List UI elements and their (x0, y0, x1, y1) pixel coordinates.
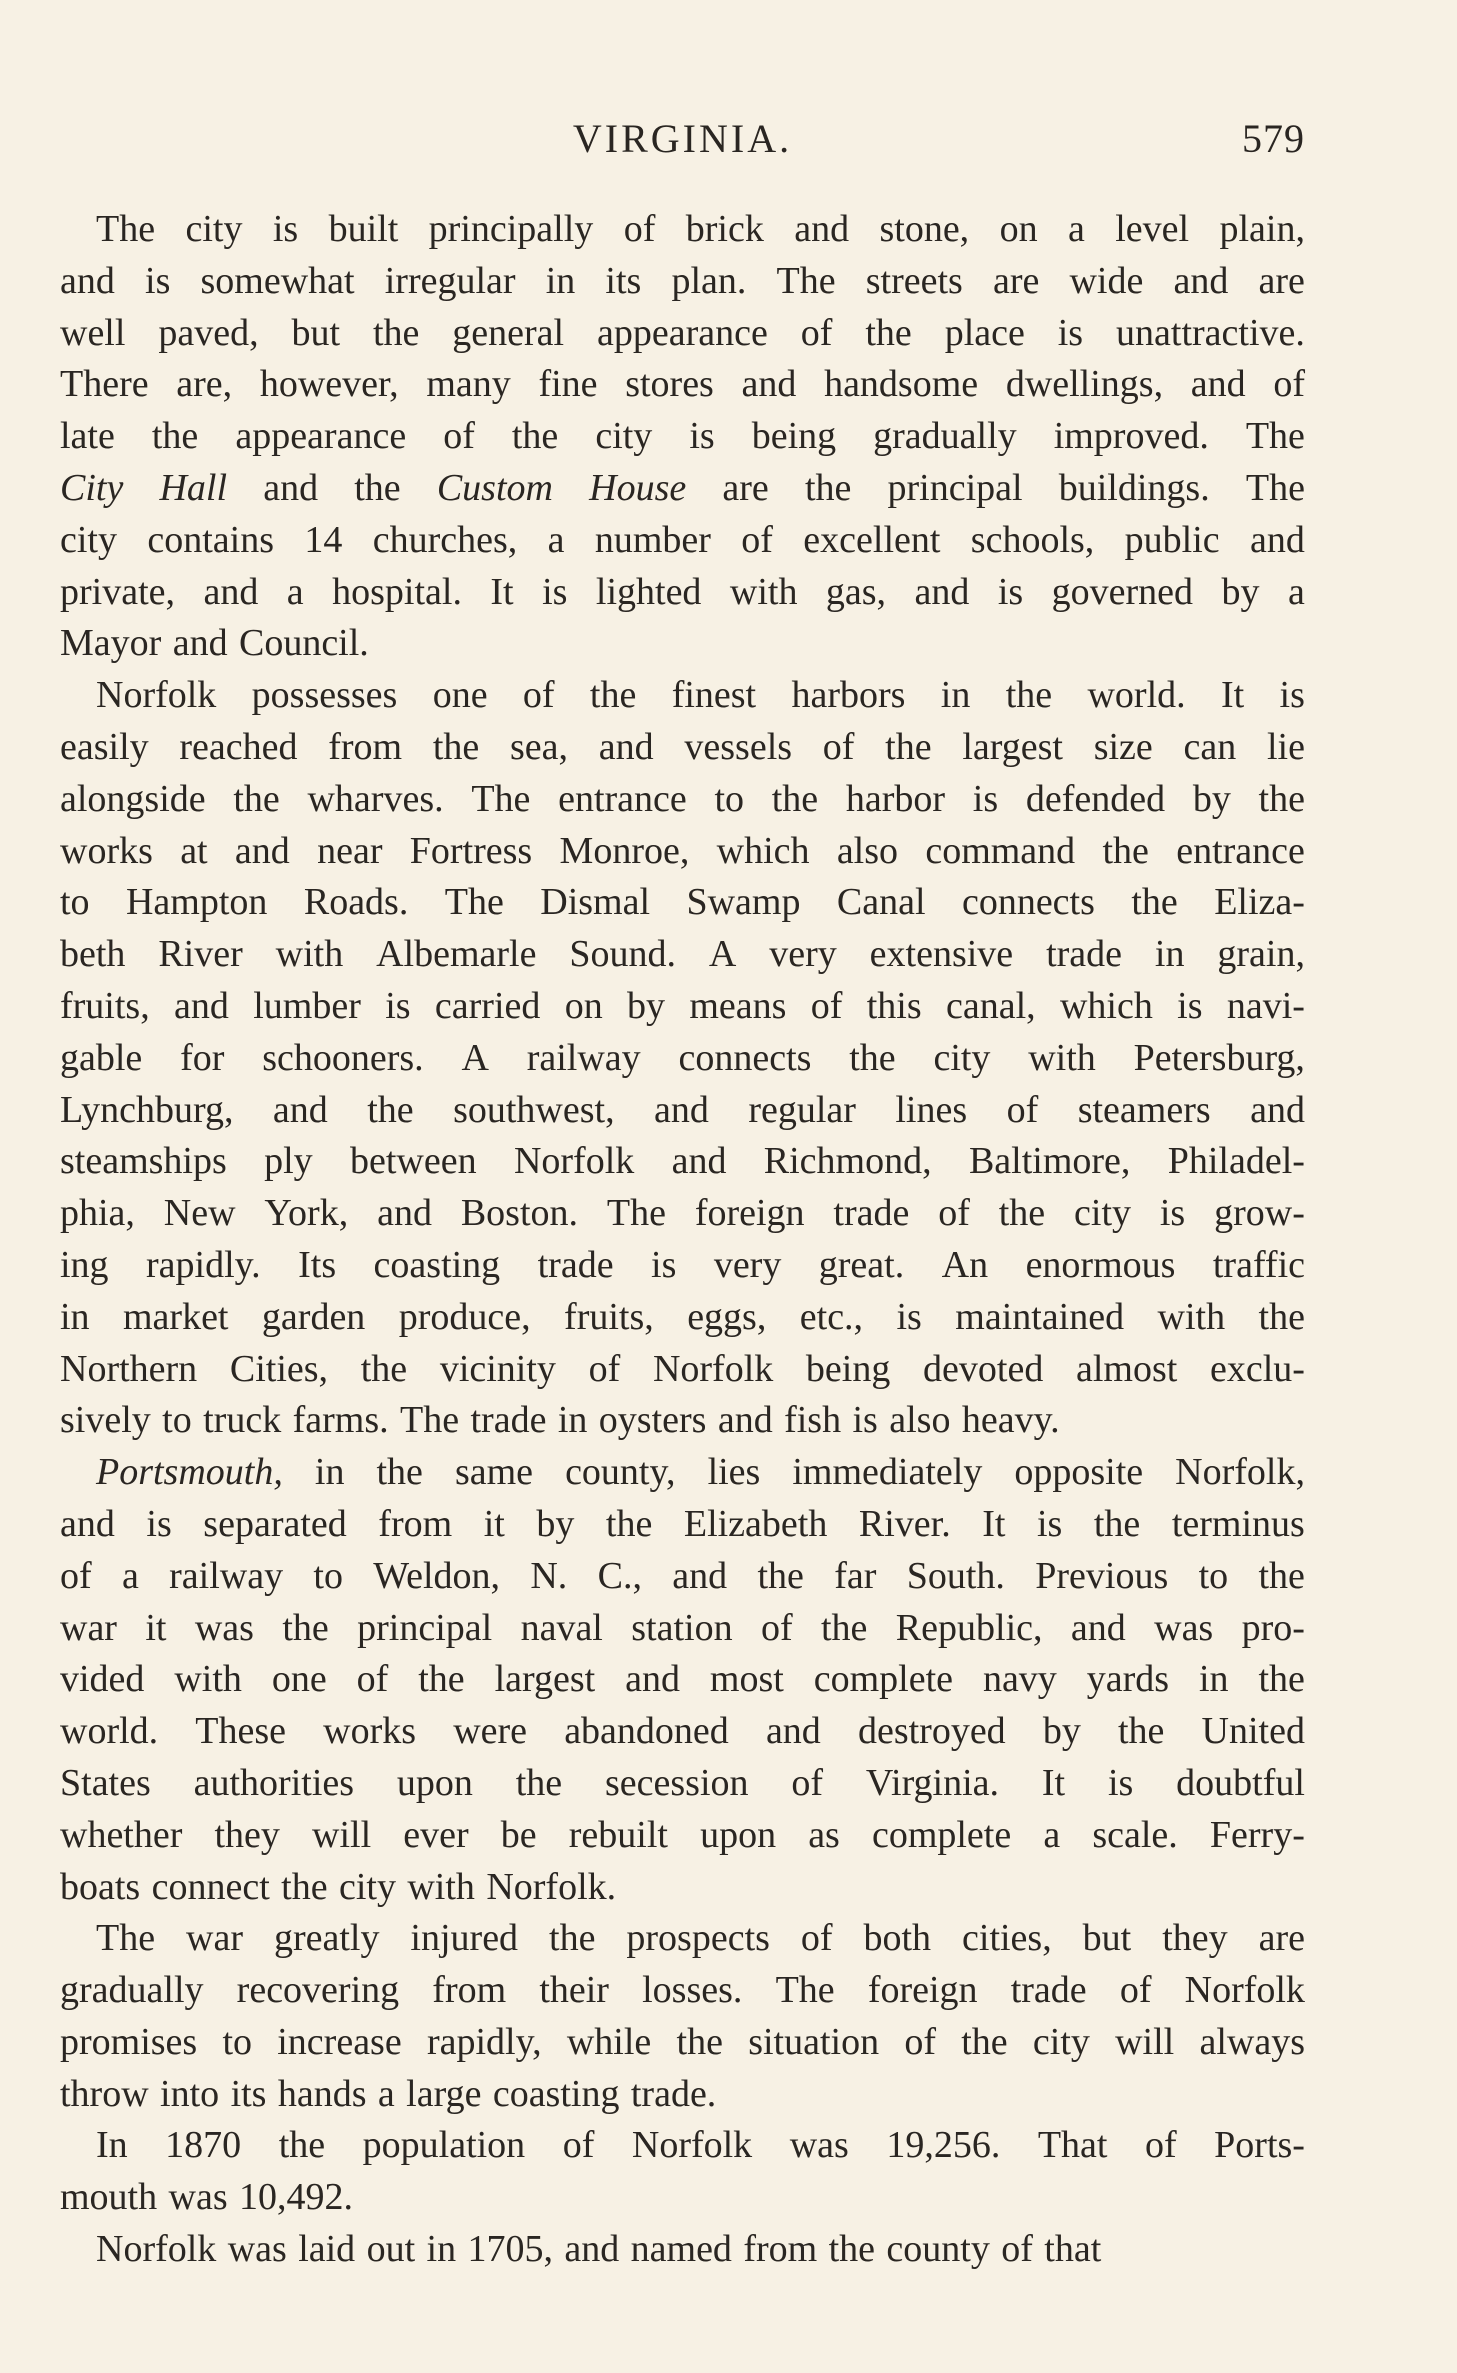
text-line: of a railway to Weldon, N. C., and the far South. Previous to the (60, 1554, 1305, 1597)
text-line: The war greatly injured the prospects of both cities, but they are (96, 1917, 1305, 1960)
text-line: city contains 14 churches, a number of excellent schools, public and (60, 518, 1305, 561)
page-number: 579 (1242, 116, 1305, 161)
text-line: Norfolk possesses one of the finest harbors in the world. It is (96, 674, 1305, 717)
text-line: Lynchburg, and the southwest, and regular lines of steamers and (60, 1088, 1305, 1131)
paragraph (60, 1447, 1305, 1913)
text-line: gradually recovering from their losses. The foreign trade of Norfolk (60, 1969, 1305, 2012)
paragraph (60, 2224, 1305, 2276)
text-line: steamships ply between Norfolk and Richmond, Baltimore, Philadel- (60, 1140, 1305, 1183)
text-line: States authorities upon the secession of Virginia. It is doubtful (60, 1761, 1305, 1804)
text-line: promises to increase rapidly, while the situation of the city will always (60, 2020, 1305, 2063)
text-line: in market garden produce, fruits, eggs, etc., is maintained with the (60, 1295, 1305, 1338)
text-line: throw into its hands a large coasting trade. (60, 2072, 717, 2115)
text-line: and is somewhat irregular in its plan. The streets are wide and are (60, 259, 1305, 302)
paragraph (60, 2120, 1305, 2224)
text-line: Northern Cities, the vicinity of Norfolk being devoted almost exclu- (60, 1347, 1305, 1390)
text-line: alongside the wharves. The entrance to the harbor is defended by the (60, 777, 1305, 820)
text-line: There are, however, many fine stores and handsome dwellings, and of (60, 363, 1305, 406)
text-line: vided with one of the largest and most complete navy yards in the (60, 1658, 1305, 1701)
text-line: private, and a hospital. It is lighted with gas, and is governed by a (60, 570, 1305, 613)
paragraph (60, 670, 1305, 1447)
text-line: easily reached from the sea, and vessels of the largest size can lie (60, 725, 1305, 768)
text-line: mouth was 10,492. (60, 2176, 354, 2219)
body-text (60, 204, 1305, 2276)
running-head: VIRGINIA. (572, 116, 793, 161)
text-line: Norfolk was laid out in 1705, and named from the county of that (96, 2228, 1102, 2271)
text-line: world. These works were abandoned and destroyed by the United (60, 1710, 1305, 1753)
paragraph (60, 204, 1305, 670)
text-line: war it was the principal naval station of the Republic, and was pro- (60, 1606, 1305, 1649)
text-line: gable for schooners. A railway connects the city with Petersburg, (60, 1036, 1305, 1079)
text-line: well paved, but the general appearance of the place is unattractive. (60, 311, 1305, 354)
text-line: ing rapidly. Its coasting trade is very great. An enormous traffic (60, 1243, 1305, 1286)
text-line: fruits, and lumber is carried on by means of this canal, which is navi- (60, 984, 1305, 1027)
text-line: City Hall and the Custom House are the principal buildings. The (60, 466, 1305, 509)
page-header (60, 115, 1305, 175)
text-line: Mayor and Council. (60, 622, 369, 665)
text-line: sively to truck farms. The trade in oysters and fish is also heavy. (60, 1399, 1060, 1442)
text-line: whether they will ever be rebuilt upon as complete a scale. Ferry- (60, 1813, 1305, 1856)
text-line: beth River with Albemarle Sound. A very extensive trade in grain, (60, 933, 1305, 976)
text-line: phia, New York, and Boston. The foreign trade of the city is grow- (60, 1192, 1305, 1235)
text-line: Portsmouth, in the same county, lies immediately opposite Norfolk, (96, 1451, 1305, 1494)
text-line: and is separated from it by the Elizabeth River. It is the terminus (60, 1502, 1305, 1545)
text-line: works at and near Fortress Monroe, which also command the entrance (60, 829, 1305, 872)
paragraph (60, 1913, 1305, 2120)
text-line: The city is built principally of brick and stone, on a level plain, (96, 208, 1305, 250)
text-line: to Hampton Roads. The Dismal Swamp Canal connects the Eliza- (60, 881, 1305, 924)
text-line: boats connect the city with Norfolk. (60, 1865, 617, 1908)
text-line: In 1870 the population of Norfolk was 19,256. That of Ports- (96, 2124, 1305, 2167)
text-line: late the appearance of the city is being gradually improved. The (60, 415, 1305, 458)
